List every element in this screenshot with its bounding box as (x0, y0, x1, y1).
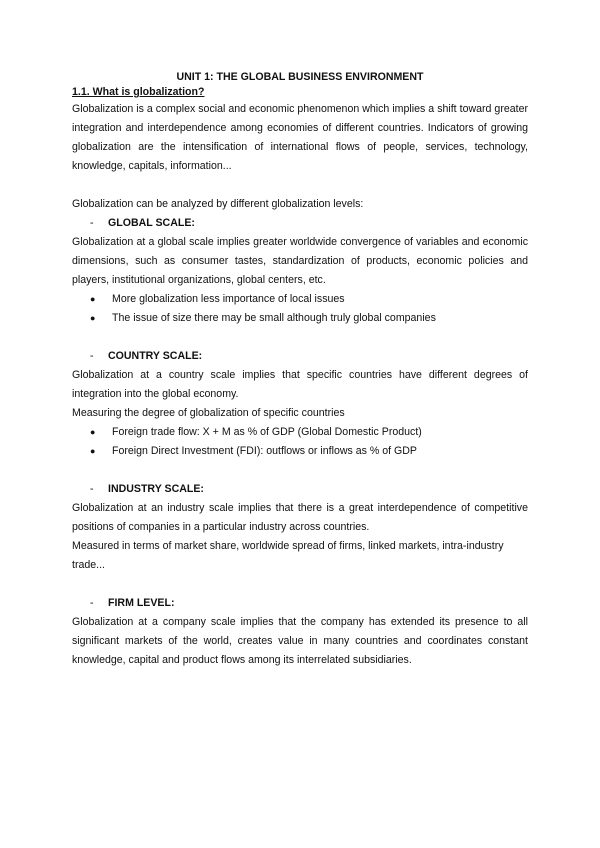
dash-marker: - (90, 217, 94, 229)
bullet-icon: ● (90, 446, 96, 456)
dash-marker: - (90, 597, 94, 609)
firm-level-text: Globalization at a company scale implies that the company has extended its presence to all significant markets of the world, creates value in many countries and coordinates constant knowledge, capital and product flows among its interrelated subsidiaries. (72, 616, 528, 666)
list-item (72, 423, 528, 442)
list-item-text: Foreign trade flow: X + M as % of GDP (Global Domestic Product) (112, 426, 422, 438)
list-item (72, 290, 528, 309)
document-content (72, 70, 528, 670)
list-item-text: The issue of size there may be small although truly global companies (112, 312, 436, 324)
levels-intro: Globalization can be analyzed by different globalization levels: (72, 198, 364, 210)
global-scale-title: GLOBAL SCALE: (108, 217, 195, 229)
global-scale-heading (72, 214, 528, 233)
country-scale-text: Globalization at a country scale implies that specific countries have different degrees of integration into the global economy. (72, 369, 528, 400)
industry-scale-text: Globalization at an industry scale implies that there is a great interdependence of competitive positions of companies in a particular industry across countries. (72, 502, 528, 533)
list-item-text: Foreign Direct Investment (FDI): outflows or inflows as % of GDP (112, 445, 417, 457)
bullet-icon: ● (90, 294, 96, 304)
intro-paragraph: Globalization is a complex social and economic phenomenon which implies a shift toward greater integration and interdependence among economies of different countries. Indicators of growing globalization are the intensification of international flows of people, services, technology, knowledge, capitals, information... (72, 103, 528, 172)
bullet-icon: ● (90, 427, 96, 437)
global-scale-text: Globalization at a global scale implies greater worldwide convergence of variables and economic dimensions, such as consumer tastes, standardization of products, economic policies and players, institutional organizations, global centers, etc. (72, 236, 528, 286)
country-scale-heading (72, 347, 528, 366)
country-scale-measure: Measuring the degree of globalization of specific countries (72, 407, 345, 419)
firm-level-title: FIRM LEVEL: (108, 597, 175, 609)
bullet-icon: ● (90, 313, 96, 323)
country-scale-bullets (72, 423, 528, 461)
global-scale-bullets (72, 290, 528, 328)
dash-marker: - (90, 350, 94, 362)
list-item (72, 309, 528, 328)
firm-level-heading (72, 594, 528, 613)
list-item-text: More globalization less importance of local issues (112, 293, 345, 305)
country-scale-title: COUNTRY SCALE: (108, 350, 203, 362)
unit-title: UNIT 1: THE GLOBAL BUSINESS ENVIRONMENT (176, 71, 424, 83)
section-title: 1.1. What is globalization? (72, 86, 205, 98)
dash-marker: - (90, 483, 94, 495)
industry-scale-title: INDUSTRY SCALE: (108, 483, 204, 495)
industry-scale-measure: Measured in terms of market share, worldwide spread of firms, linked markets, intra-industry trade... (72, 540, 504, 571)
industry-scale-heading (72, 480, 528, 499)
list-item (72, 442, 528, 461)
